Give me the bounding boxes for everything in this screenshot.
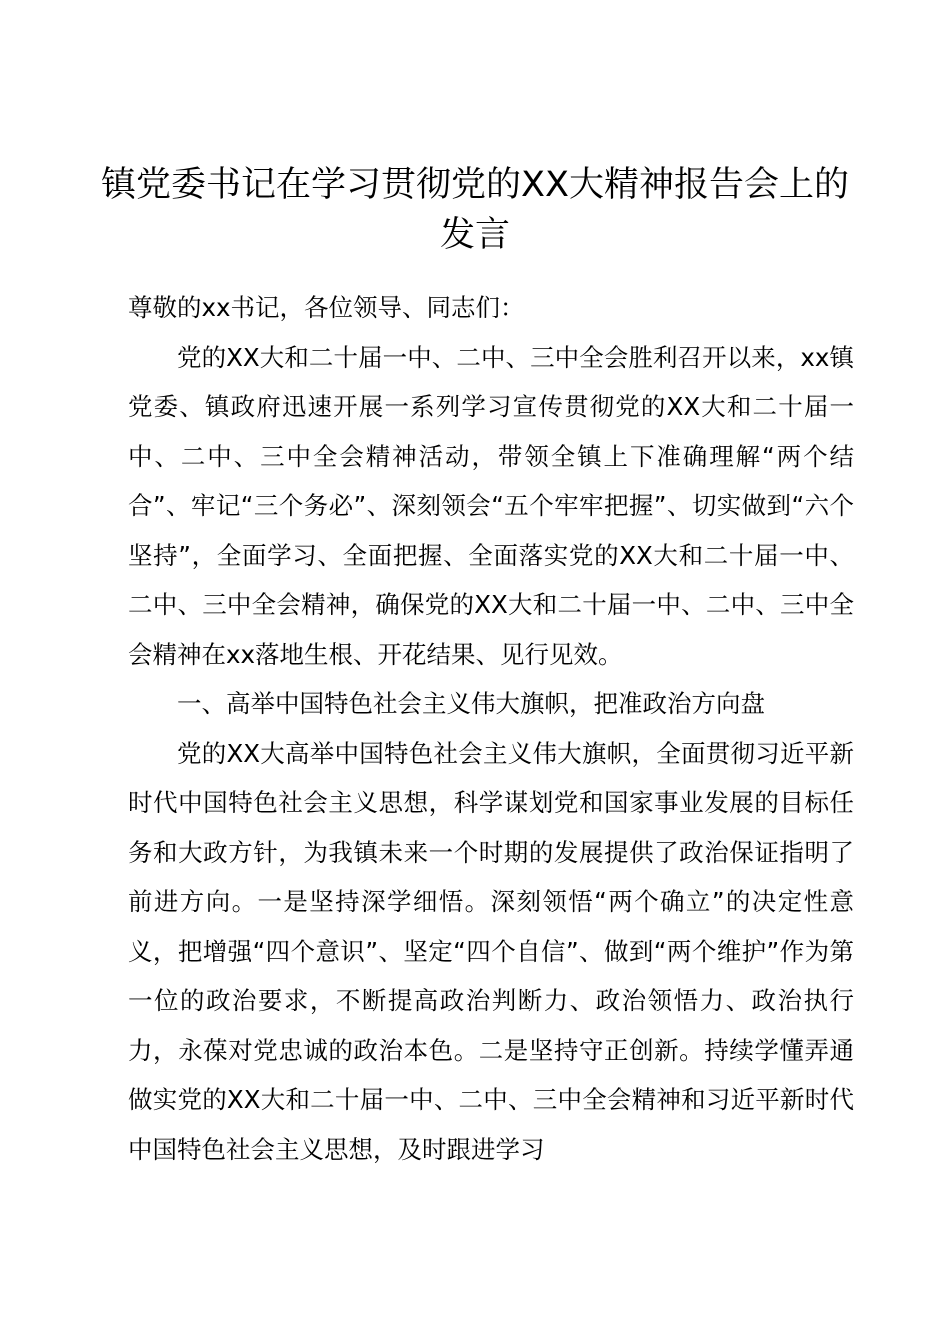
document-body xyxy=(128,283,854,1174)
paragraph-intro: 党的XX大和二十届一中、二中、三中全会胜利召开以来，xx镇党委、镇政府迅速开展一系列学习宣传贯彻党的XX大和二十届一中、二中、三中全会精神活动，带领全镇上下准确理解“两个结合”、牢记“三个务必”、深刻领会“五个牢牢把握”、切实做到“六个坚持”，全面学习、全面把握、全面落实党的XX大和二十届一中、二中、三中全会精神，确保党的XX大和二十届一中、二中、三中全会精神在xx落地生根、开花结果、见行见效。 xyxy=(128,342,854,669)
document-title: 镇党委书记在学习贯彻党的XX大精神报告会上的发言 xyxy=(101,165,849,255)
paragraph-section-1: 党的XX大高举中国特色社会主义伟大旗帜，全面贯彻习近平新时代中国特色社会主义思想，科学谋划党和国家事业发展的目标任务和大政方针，为我镇未来一个时期的发展提供了政治保证指明了前进方向。一是坚持深学细悟。深刻领悟“两个确立”的决定性意义，把增强“四个意识”、坚定“四个自信”、做到“两个维护”作为第一位的政治要求，不断提高政治判断力、政治领悟力、政治执行力，永葆对党忠诚的政治本色。二是坚持守正创新。持续学懂弄通做实党的XX大和二十届一中、二中、三中全会精神和习近平新时代中国特色社会主义思想，及时跟进学习 xyxy=(128,738,854,1164)
salutation: 尊敬的xx书记，各位领导、同志们： xyxy=(128,293,525,322)
section-heading-1: 一、高举中国特色社会主义伟大旗帜，把准政治方向盘 xyxy=(177,689,765,718)
